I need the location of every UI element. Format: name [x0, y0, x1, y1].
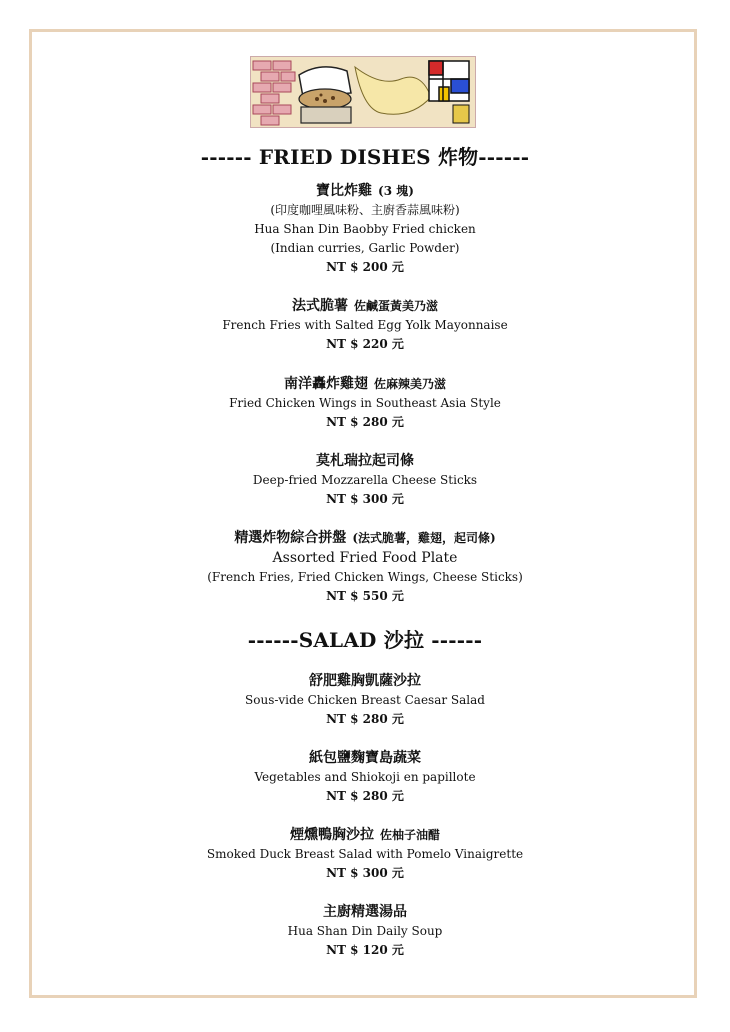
item-name-cn: 寶比炸雞 — [316, 183, 373, 199]
item-name-en: Fried Chicken Wings in Southeast Asia Style — [229, 396, 501, 410]
menu-item — [0, 297, 730, 354]
menu-item — [0, 182, 730, 277]
item-desc-en: (Indian curries, Garlic Powder) — [270, 241, 460, 255]
item-name-cn: 煙燻鴨胸沙拉 — [289, 827, 374, 843]
item-name-cn: 精選炸物綜合拼盤 — [234, 530, 347, 546]
item-name-cn: 紙包鹽麴寶島蔬菜 — [309, 750, 421, 766]
item-name-en: Hua Shan Din Daily Soup — [287, 924, 443, 938]
section-title-salad: ------SALAD 沙拉 ------ — [247, 628, 483, 652]
item-name-cn: 南洋轟炸雞翅 — [283, 376, 368, 392]
item-price: NT $ 200 元 — [326, 260, 404, 274]
menu-item — [0, 375, 730, 432]
item-name-en: Smoked Duck Breast Salad with Pomelo Vinaigrette — [206, 847, 524, 861]
item-name-cn: 舒肥雞胸凱薩沙拉 — [309, 673, 421, 689]
menu-item — [0, 672, 730, 729]
item-name-en: Sous-vide Chicken Breast Caesar Salad — [245, 693, 485, 707]
item-price: NT $ 300 元 — [326, 492, 404, 506]
menu-item — [0, 749, 730, 806]
menu-item — [0, 452, 730, 509]
section-title-fried: ------ FRIED DISHES 炸物------ — [200, 145, 530, 169]
menu-item — [0, 529, 730, 606]
item-name-cn: 法式脆薯 — [291, 298, 348, 314]
item-extra: (印度咖哩風味粉、主廚香蒜風味粉) — [270, 203, 460, 217]
item-price: NT $ 280 元 — [326, 712, 404, 726]
item-price: NT $ 550 元 — [326, 589, 404, 603]
item-name-en: Hua Shan Din Baobby Fried chicken — [254, 222, 476, 236]
item-name-en: Assorted Fried Food Plate — [272, 550, 458, 566]
menu-item — [0, 903, 730, 960]
item-desc-en: (French Fries, Fried Chicken Wings, Cheese Sticks) — [207, 570, 523, 584]
item-name-en: Deep-fried Mozzarella Cheese Sticks — [252, 473, 478, 487]
item-name-cn: 莫札瑞拉起司條 — [316, 453, 414, 469]
item-note: 佐麻辣美乃滋 — [373, 377, 446, 391]
item-price: NT $ 280 元 — [326, 415, 404, 429]
item-note: 佐鹹蛋黃美乃滋 — [353, 299, 438, 313]
item-note: 佐柚子油醋 — [379, 828, 440, 842]
item-name-en: Vegetables and Shiokoji en papillote — [254, 770, 476, 784]
menu-item — [0, 826, 730, 883]
item-name-cn: 主廚精選湯品 — [323, 904, 407, 920]
item-price: NT $ 300 元 — [326, 866, 404, 880]
item-name-en: French Fries with Salted Egg Yolk Mayonnaise — [222, 318, 508, 332]
item-price: NT $ 280 元 — [326, 789, 404, 803]
item-price: NT $ 220 元 — [326, 337, 404, 351]
item-note: (3 塊) — [378, 184, 414, 198]
item-note: (法式脆薯，雞翅，起司條) — [352, 531, 496, 545]
restaurant-logo — [250, 56, 476, 128]
item-price: NT $ 120 元 — [326, 943, 404, 957]
